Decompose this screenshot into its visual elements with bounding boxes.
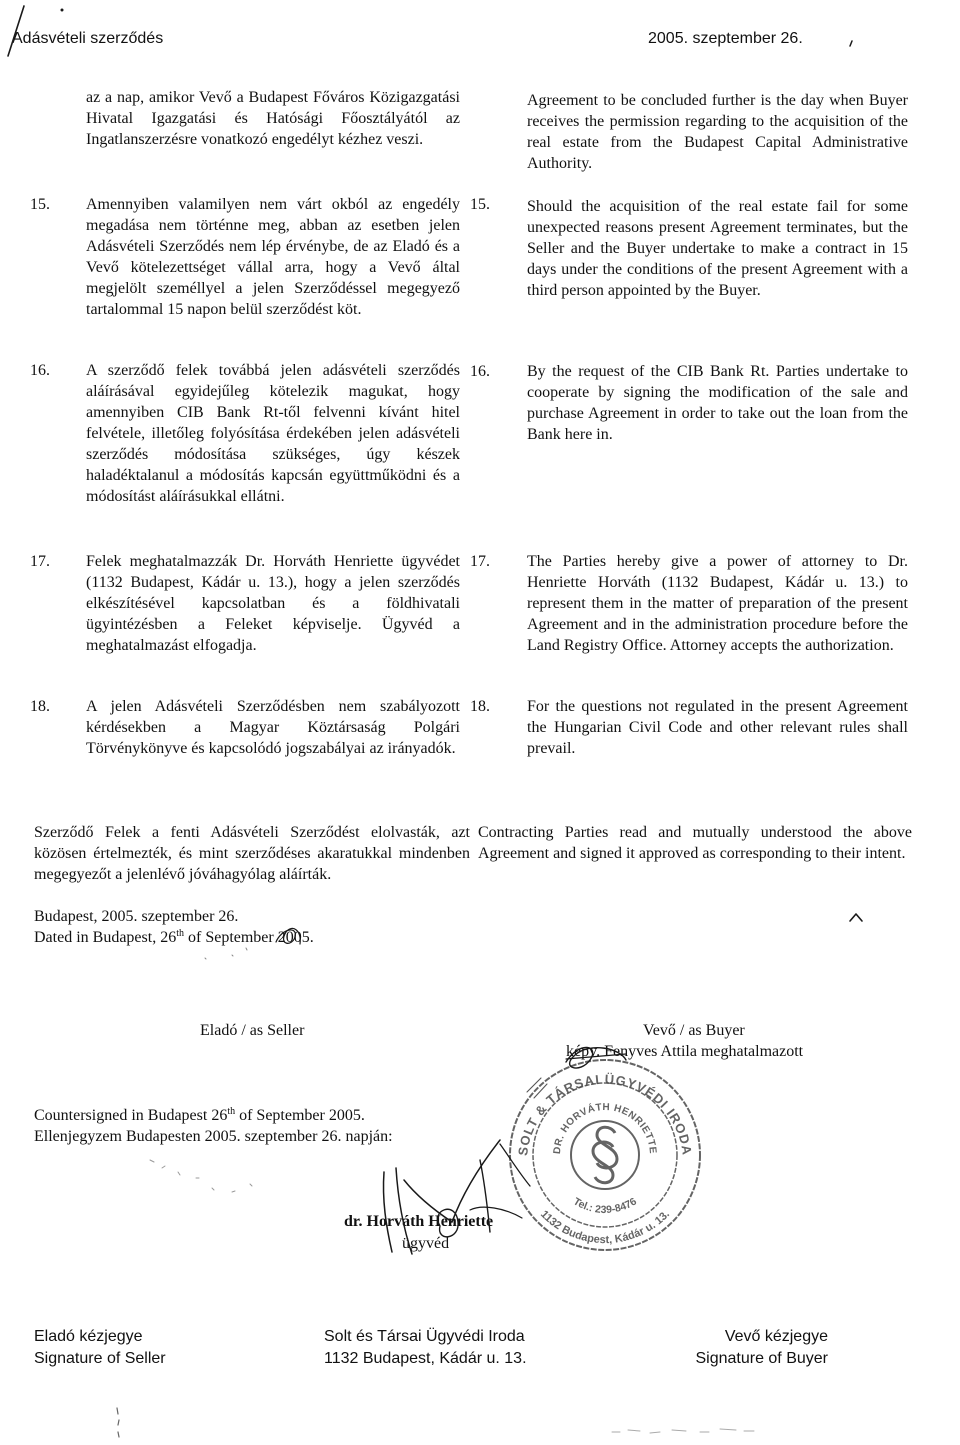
clause-text-hu: A jelen Adásvételi Szerződésben nem szabályozott kérdésekben a Magyar Köztársaság Polgári Törvénykönyve és kapcsolódó jogszabályai az irányadók. xyxy=(86,698,460,757)
clause-number-en: 16. xyxy=(470,363,490,380)
clause-text-en: For the questions not regulated in the present Agreement the Hungarian Civil Code and other relevant rules shall prevail. xyxy=(527,698,908,757)
stamp-inner-bottom-text: Tel.: 239-8476 xyxy=(571,1195,639,1217)
countersign-hu: Ellenjegyzem Budapesten 2005. szeptember 26. napján: xyxy=(34,1128,393,1145)
stamp-outer-top-text: SOLT & TÁRSAI ÜGYVÉDI IRODA xyxy=(515,1071,695,1157)
dated-en-suffix: of September 2005. xyxy=(183,929,314,946)
clause-number-en: 15. xyxy=(470,196,490,213)
footer-seller-initials xyxy=(34,1326,166,1370)
clause-number-hu: 16. xyxy=(30,362,50,379)
caret-mark xyxy=(850,914,862,921)
buyer-representative: képv. Fenyves Attila meghatalmazott xyxy=(566,1043,804,1060)
seller-label: Eladó / as Seller xyxy=(200,1022,305,1039)
lawyer-title: ügyvéd xyxy=(402,1235,450,1252)
intro-en: Agreement to be concluded further is the day when Buyer receives the permission regarding to the acquisition of the real estate from the Budapest Capital Administrative Authority. xyxy=(527,92,908,172)
footer-seller-en: Signature of Seller xyxy=(34,1350,166,1367)
clause-number-en: 17. xyxy=(470,553,490,570)
footer-buyer-initials xyxy=(628,1326,828,1370)
clause-text-hu: A szerződő felek továbbá jelen adásvételi szerződés aláírásával egyidejűleg kötelezik magukat, hogy amennyiben CIB Bank Rt-től felvenni kívánt hitel felvétele, illetőleg folyósítása érdekében jelen adásvételi szerződés módosítása szükséges, úgy készek haladéktalanul a módosítás kapcsán együttműködni és a módosítást aláírásukkal ellátni. xyxy=(86,362,460,505)
countersign-en xyxy=(34,1105,365,1126)
footer-law-firm xyxy=(324,1326,527,1370)
lawyer-signature xyxy=(452,1140,500,1222)
dated-en xyxy=(34,927,314,948)
stamp-inner-ring xyxy=(571,1121,639,1189)
law-firm-stamp xyxy=(505,1055,705,1255)
footer-firm-address: 1132 Budapest, Kádár u. 13. xyxy=(324,1350,527,1367)
margin-tick xyxy=(850,41,852,46)
document-date: 2005. szeptember 26. xyxy=(648,30,803,47)
clause-text-en: By the request of the CIB Bank Rt. Parties undertake to cooperate by signing the modification of the sale and purchase Agreement in order to take out the loan from the Bank here in. xyxy=(527,363,908,443)
scan-artifact xyxy=(612,1429,754,1433)
closing-statement-hu: Szerződő Felek a fenti Adásvételi Szerződést elolvasták, azt közösen értelmezték, és mint szerződéses akaratukkal mindenben megegyezőt a jelenlévő jóváhagyólag aláírták. xyxy=(34,824,470,883)
footer-seller-hu: Eladó kézjegye xyxy=(34,1328,143,1345)
clause-text-en: The Parties hereby give a power of attorney to Dr. Henriette Horváth (1132 Budapest, Kádár u. 13.) to represent them in the matter of preparation of the present Agreement and in the administration procedure before the Land Registry Office. Attorney accepts the authorization. xyxy=(527,553,908,654)
clause-number-hu: 17. xyxy=(30,553,50,570)
stamp-outer-ring xyxy=(510,1060,700,1250)
countersign-en-suffix: of September 2005. xyxy=(235,1107,365,1124)
clause-text-en: Should the acquisition of the real estate fail for some unexpected reasons present Agreement terminates, but the Seller and the Buyer undertake to make a contract in 15 days under the conditions of the present Agreement with a third person appointed by the Buyer. xyxy=(527,198,908,299)
intro-hu: az a nap, amikor Vevő a Budapest Főváros Közigazgatási Hivatal Igazgatási és Hatósági Főosztályától az Ingatlanszerzésre vonatkozó engedélyt kézhez veszi. xyxy=(86,89,460,148)
countersign-en-ordinal: th xyxy=(227,1106,236,1117)
clause-number-hu: 18. xyxy=(30,698,50,715)
footer-buyer-hu: Vevő kézjegye xyxy=(724,1328,828,1345)
dated-hu: Budapest, 2005. szeptember 26. xyxy=(34,908,239,925)
document-title: Adásvételi szerződés xyxy=(12,30,164,47)
buyer-signature-stroke xyxy=(527,1078,547,1098)
clause-number-en: 18. xyxy=(470,698,490,715)
stamp-inner-top-text: DR. HORVÁTH HENRIETTE xyxy=(551,1101,659,1155)
footer-firm-name: Solt és Társai Ügyvédi Iroda xyxy=(324,1328,525,1345)
stamp-outer-bottom-text: 1132 Budapest, Kádár u. 13. xyxy=(537,1208,673,1247)
clause-text-hu: Amennyiben valamilyen nem várt okból az engedély megadása nem történne meg, abban az esetben jelen Adásvételi Szerződés nem lép érvénybe, de az Eladó és a Vevő kötelezettséget vállal arra, hogy a Vevő által megjelölt személlyel a jelen Szerződéssel megegyező tartalommal 15 napon belül szerződést köt. xyxy=(86,196,460,318)
buyer-label: Vevő / as Buyer xyxy=(643,1022,745,1039)
clause-text-hu: Felek meghatalmazzák Dr. Horváth Henriette ügyvédet (1132 Budapest, Kádár u. 13.), hogy a jelen szerződés elkészítésével kapcsolatban és a földhivatali ügyintézésben a Feleket képviselje. Ügyvéd a meghatalmazást elfogadja. xyxy=(86,553,460,654)
lawyer-signature xyxy=(500,1144,530,1186)
stamp-middle-ring xyxy=(533,1083,677,1227)
paragraph-sign-icon xyxy=(593,1127,617,1183)
countersign-en-prefix: Countersigned in Budapest 26 xyxy=(34,1107,228,1124)
scan-artifact xyxy=(117,1408,119,1437)
dated-en-ordinal: th xyxy=(176,928,184,939)
clause-number-hu: 15. xyxy=(30,196,50,213)
footer-buyer-en: Signature of Buyer xyxy=(695,1350,828,1367)
margin-dot xyxy=(61,9,64,12)
closing-statement-en: Contracting Parties read and mutually understood the above Agreement and signed it approved as corresponding to their intent. xyxy=(478,824,912,862)
faint-scribble xyxy=(150,1160,252,1192)
faint-dots xyxy=(205,948,247,959)
dated-en-prefix: Dated in Budapest, 26 xyxy=(34,929,177,946)
lawyer-name: dr. Horváth Henriette xyxy=(344,1213,494,1230)
